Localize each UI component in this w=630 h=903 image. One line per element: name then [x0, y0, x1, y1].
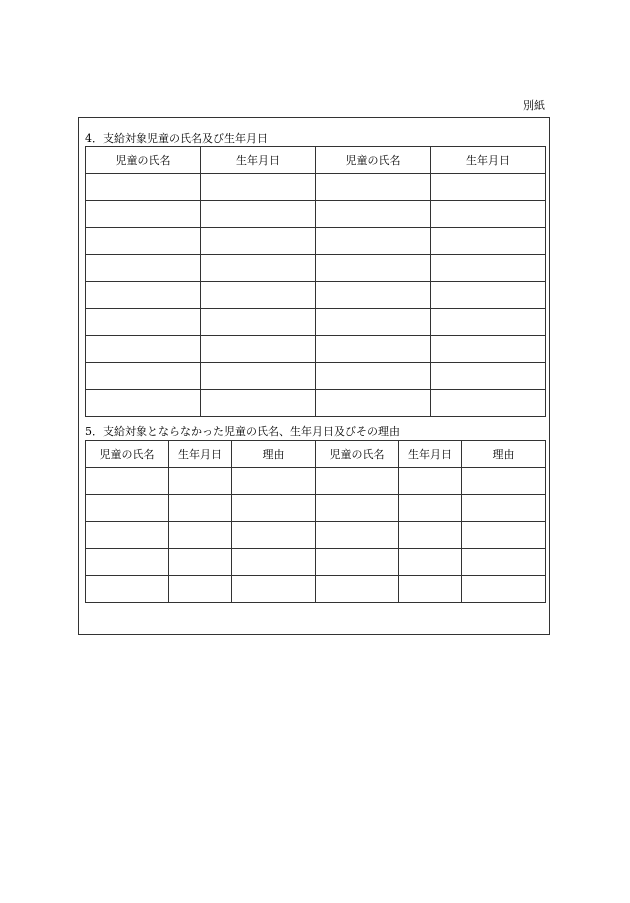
table-row — [86, 549, 546, 576]
table-row — [86, 576, 546, 603]
annex-label: 別紙 — [523, 99, 545, 112]
entry-cell[interactable] — [201, 282, 316, 309]
section4-table — [85, 146, 546, 417]
table-row — [86, 255, 546, 282]
section5-col-reason-2: 理由 — [462, 441, 546, 468]
entry-cell[interactable] — [86, 522, 169, 549]
entry-cell[interactable] — [86, 228, 201, 255]
entry-cell[interactable] — [316, 255, 431, 282]
entry-cell[interactable] — [201, 336, 316, 363]
section5-col-birthdate-1: 生年月日 — [169, 441, 232, 468]
section5-col-child-name-2: 児童の氏名 — [316, 441, 399, 468]
section5-col-birthdate-2: 生年月日 — [399, 441, 462, 468]
entry-cell[interactable] — [86, 255, 201, 282]
entry-cell[interactable] — [316, 390, 431, 417]
entry-cell[interactable] — [201, 309, 316, 336]
entry-cell[interactable] — [201, 390, 316, 417]
table-row — [86, 201, 546, 228]
entry-cell[interactable] — [86, 201, 201, 228]
entry-cell[interactable] — [169, 495, 232, 522]
entry-cell[interactable] — [201, 174, 316, 201]
entry-cell[interactable] — [86, 282, 201, 309]
entry-cell[interactable] — [399, 576, 462, 603]
entry-cell[interactable] — [316, 549, 399, 576]
table-row — [86, 228, 546, 255]
entry-cell[interactable] — [201, 255, 316, 282]
entry-cell[interactable] — [169, 576, 232, 603]
table-row — [86, 174, 546, 201]
entry-cell[interactable] — [431, 390, 546, 417]
entry-cell[interactable] — [316, 363, 431, 390]
section4-header-row — [86, 147, 546, 174]
entry-cell[interactable] — [169, 468, 232, 495]
entry-cell[interactable] — [316, 282, 431, 309]
section5-col-child-name-1: 児童の氏名 — [86, 441, 169, 468]
table-row — [86, 495, 546, 522]
entry-cell[interactable] — [462, 522, 546, 549]
section4-heading: 4．支給対象児童の氏名及び生年月日 — [85, 132, 268, 145]
entry-cell[interactable] — [232, 549, 316, 576]
entry-cell[interactable] — [316, 576, 399, 603]
entry-cell[interactable] — [86, 174, 201, 201]
table-row — [86, 336, 546, 363]
section5-col-reason-1: 理由 — [232, 441, 316, 468]
entry-cell[interactable] — [169, 522, 232, 549]
table-row — [86, 282, 546, 309]
table-row — [86, 522, 546, 549]
entry-cell[interactable] — [316, 201, 431, 228]
entry-cell[interactable] — [462, 495, 546, 522]
table-row — [86, 468, 546, 495]
section4-col-birthdate-2: 生年月日 — [431, 147, 546, 174]
entry-cell[interactable] — [232, 495, 316, 522]
entry-cell[interactable] — [86, 336, 201, 363]
entry-cell[interactable] — [86, 576, 169, 603]
entry-cell[interactable] — [316, 522, 399, 549]
entry-cell[interactable] — [86, 495, 169, 522]
entry-cell[interactable] — [86, 468, 169, 495]
entry-cell[interactable] — [431, 309, 546, 336]
entry-cell[interactable] — [431, 255, 546, 282]
entry-cell[interactable] — [431, 282, 546, 309]
entry-cell[interactable] — [232, 468, 316, 495]
entry-cell[interactable] — [316, 174, 431, 201]
entry-cell[interactable] — [169, 549, 232, 576]
entry-cell[interactable] — [316, 336, 431, 363]
table-row — [86, 309, 546, 336]
entry-cell[interactable] — [399, 549, 462, 576]
entry-cell[interactable] — [201, 363, 316, 390]
entry-cell[interactable] — [316, 495, 399, 522]
section5-table — [85, 440, 546, 603]
entry-cell[interactable] — [86, 363, 201, 390]
entry-cell[interactable] — [86, 309, 201, 336]
entry-cell[interactable] — [399, 522, 462, 549]
entry-cell[interactable] — [201, 201, 316, 228]
entry-cell[interactable] — [431, 336, 546, 363]
entry-cell[interactable] — [462, 549, 546, 576]
entry-cell[interactable] — [431, 228, 546, 255]
entry-cell[interactable] — [316, 468, 399, 495]
table-row — [86, 390, 546, 417]
entry-cell[interactable] — [86, 549, 169, 576]
entry-cell[interactable] — [316, 228, 431, 255]
section5-heading: 5．支給対象とならなかった児童の氏名、生年月日及びその理由 — [85, 425, 400, 438]
entry-cell[interactable] — [232, 522, 316, 549]
entry-cell[interactable] — [431, 363, 546, 390]
entry-cell[interactable] — [316, 309, 431, 336]
entry-cell[interactable] — [431, 201, 546, 228]
entry-cell[interactable] — [399, 495, 462, 522]
entry-cell[interactable] — [232, 576, 316, 603]
entry-cell[interactable] — [86, 390, 201, 417]
section5-header-row — [86, 441, 546, 468]
entry-cell[interactable] — [201, 228, 316, 255]
section4-col-child-name-1: 児童の氏名 — [86, 147, 201, 174]
table-row — [86, 363, 546, 390]
section4-col-child-name-2: 児童の氏名 — [316, 147, 431, 174]
entry-cell[interactable] — [462, 468, 546, 495]
section4-col-birthdate-1: 生年月日 — [201, 147, 316, 174]
entry-cell[interactable] — [399, 468, 462, 495]
entry-cell[interactable] — [462, 576, 546, 603]
entry-cell[interactable] — [431, 174, 546, 201]
